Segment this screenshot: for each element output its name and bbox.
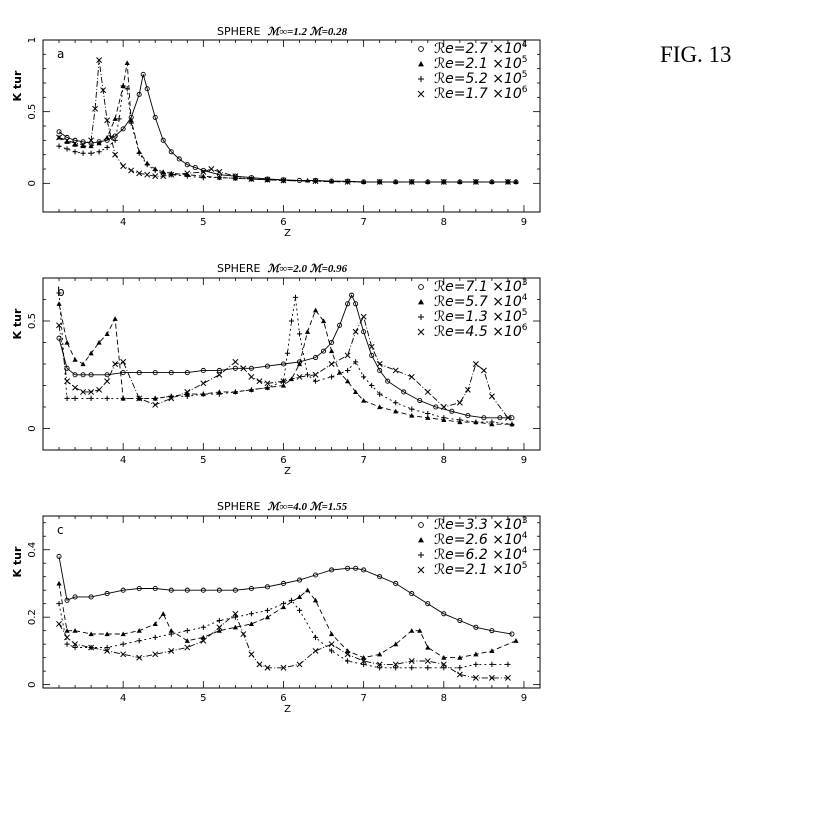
panel-a-series-3-point	[97, 149, 102, 154]
panel-b-series-4-point	[457, 400, 462, 405]
panel-b-series-4-point	[361, 314, 366, 319]
panel-c-letter: c	[57, 523, 64, 537]
panel-c-legend-exponent-3: 4	[521, 546, 528, 556]
panel-a-series-3-point	[153, 168, 158, 173]
panel-c-legend-marker-1	[419, 523, 424, 528]
panel-c-y-tick-label: 0.2	[27, 609, 38, 626]
panel-b-legend-exponent-2: 4	[521, 293, 528, 303]
panel-a-letter: a	[57, 47, 65, 61]
panel-c-title-mach: ℳ∞=4.0 ℳ=1.55	[267, 501, 348, 513]
panel-a-legend-exponent-1: 4	[521, 40, 528, 50]
panel-c-legend-marker-3	[418, 552, 424, 558]
panel-b-series-3-point	[369, 383, 374, 388]
panel-a-series-4-point	[129, 168, 134, 173]
panel-b-series-2-point	[64, 340, 69, 345]
panel-b-series-4-point	[257, 379, 262, 384]
panel-c-series-4-point	[313, 648, 318, 653]
panel-a-x-tick-label: 4	[119, 217, 127, 228]
panel-c-series-2-point	[409, 628, 414, 633]
panel-c-series-3-point	[425, 665, 430, 670]
panel-c-y-tick-label: 0	[27, 681, 38, 688]
panel-c-x-axis-label: Z	[284, 704, 291, 715]
panel-c-series-3-point	[56, 601, 61, 606]
panel-a-legend-marker-3	[418, 76, 424, 82]
panel-b-title-prefix: SPHERE	[217, 262, 261, 275]
panel-b-series-3-point	[64, 396, 69, 401]
panel-a-y-tick-label: 0.5	[27, 103, 38, 120]
panel-a-title-mach: ℳ∞=1.2 ℳ=0.28	[267, 26, 348, 38]
panel-b-x-tick-label: 4	[119, 455, 127, 466]
panel-b-series-2-point	[113, 316, 118, 321]
panel-b-series-4-point	[425, 389, 430, 394]
panel-b-series-3-point	[305, 372, 310, 377]
panel-a-series-4-point	[121, 164, 126, 169]
panel-a-x-tick-label: 9	[520, 217, 528, 228]
panel-b-x-axis-label: Z	[284, 466, 291, 477]
panel-b-series-4-point	[249, 374, 254, 379]
panel-b-legend-exponent-1: 3	[521, 278, 528, 288]
panel-c-x-tick-label: 8	[440, 693, 447, 704]
panel-b-series-2-point	[313, 308, 318, 313]
panel-b-x-tick-label: 6	[280, 455, 287, 466]
panel-b-series-4-point	[72, 385, 77, 390]
panel-c-series-3-point	[249, 611, 254, 616]
panel-a-x-tick-label: 8	[440, 217, 447, 228]
panel-c-legend-exponent-1: 3	[521, 516, 528, 526]
panel-b-series-3-point	[313, 379, 318, 384]
panel-c-legend-marker-2	[418, 537, 424, 542]
panel-c-x-tick-label: 5	[200, 693, 207, 704]
panel-c-series-3-point	[505, 662, 510, 667]
panel-c-series-2-line	[59, 584, 516, 658]
panel-b-legend-label-4: ℛe=4.5 $\times 10^6$	[434, 323, 528, 340]
panel-a-series-3-point	[56, 143, 61, 148]
panel-c-series-3-point	[201, 625, 206, 630]
panel-b-letter: b	[57, 285, 65, 299]
panel-c-series-4-point	[249, 652, 254, 657]
panel-b-series-3-point	[289, 318, 294, 323]
panel-c-series-4-point	[185, 645, 190, 650]
panel-a-y-tick-label: 1	[27, 36, 38, 44]
panel-b-series-4-point	[105, 379, 110, 384]
panel-b-series-3-point	[345, 368, 350, 373]
panel-c-series-3-point	[489, 662, 494, 667]
panel-c-series-3-point	[153, 635, 158, 640]
panel-c-legend-label-2: ℛe=2.6 $\times 10^4$	[434, 531, 528, 548]
panel-b-series-4-point	[233, 359, 238, 364]
panel-a-legend-marker-1	[419, 47, 424, 52]
panel-c	[11, 516, 540, 715]
panel-b-series-4-point	[465, 387, 470, 392]
panel-a-title-prefix: SPHERE	[217, 25, 261, 38]
panel-b-series-2-point	[377, 404, 382, 409]
panel-c-series-3-point	[281, 601, 286, 606]
panel-a-series-4-point	[145, 172, 150, 177]
panel-a-legend-marker-2	[418, 61, 424, 66]
panel-b-series-3-point	[105, 396, 110, 401]
panel-b-series-3-point	[72, 396, 77, 401]
panel-a-series-3-point	[64, 146, 69, 151]
panel-c-series-2-point	[377, 652, 382, 657]
panel-a-series-3-point	[88, 151, 93, 156]
panel-b-legend-label-2: ℛe=5.7 $\times 10^4$	[434, 293, 528, 310]
panel-c-series-2-point	[265, 615, 270, 620]
panel-b-series-4-point	[345, 353, 350, 358]
panel-b-y-axis-label: K tur	[11, 308, 24, 340]
panel-b-series-4-point	[377, 361, 382, 366]
panel-b-series-3-point	[293, 295, 298, 300]
panel-c-series-4-point	[64, 635, 69, 640]
panel-b-series-3-point	[409, 407, 414, 412]
panel-c-title-prefix: SPHERE	[217, 500, 261, 513]
panel-b-y-tick-label: 0.5	[27, 313, 38, 329]
panel-c-series-4-point	[257, 662, 262, 667]
panel-b-legend-label-3: ℛe=1.3 $\times 10^5$	[434, 308, 528, 325]
panel-b-series-4-point	[153, 402, 158, 407]
panel-b-series-2-point	[305, 329, 310, 334]
panel-b-series-2-point	[329, 349, 334, 354]
panel-a-x-tick-label: 7	[360, 217, 367, 228]
panel-c-series-3-point	[297, 608, 302, 613]
panel-a-series-3-point	[145, 162, 150, 167]
panel-a-legend-exponent-3: 5	[521, 70, 528, 80]
panel-c-series-3-point	[64, 642, 69, 647]
panel-b-series-4-point	[473, 361, 478, 366]
panel-b-legend-exponent-4: 6	[521, 323, 528, 333]
panel-a-x-axis-label: Z	[284, 228, 291, 239]
panel-b-series-2-point	[72, 357, 77, 362]
panel-c-y-axis-label: K tur	[11, 546, 24, 578]
panel-b-series-4-point	[393, 368, 398, 373]
panel-a	[11, 37, 540, 239]
panel-c-series-3-point	[217, 618, 222, 623]
panel-a-x-tick-label: 6	[280, 217, 287, 228]
panel-a-series-4-point	[209, 166, 214, 171]
panel-c-series-2-point	[249, 621, 254, 626]
panel-c-series-3-point	[185, 628, 190, 633]
panel-c-series-2	[56, 581, 518, 660]
panel-c-series-4-point	[241, 631, 246, 636]
panel-c-series-2-point	[489, 648, 494, 653]
panel-a-legend-exponent-4: 6	[521, 85, 528, 95]
panel-a-legend-marker-4	[418, 91, 424, 97]
panel-b-series-3-point	[88, 396, 93, 401]
panel-a-y-axis-label: K tur	[11, 70, 24, 102]
panel-c-series-4	[56, 611, 510, 680]
panel-c-legend-marker-4	[418, 567, 424, 573]
panel-b-series-4-point	[64, 379, 69, 384]
panel-a-legend-label-2: ℛe=2.1 $\times 10^5$	[434, 55, 528, 72]
panel-c-legend-label-1: ℛe=3.3 $\times 10^3$	[434, 516, 528, 533]
panel-b-series-2-point	[361, 398, 366, 403]
panel-c-series-4-point	[425, 658, 430, 663]
panel-b-series-4-point	[201, 381, 206, 386]
panel-a-series-3-point	[105, 145, 110, 150]
panel-b-series-2-point	[80, 361, 85, 366]
panel-c-series-3-line	[59, 600, 508, 668]
panel-b-series-3-point	[361, 374, 366, 379]
panel-b-series-4-point	[329, 361, 334, 366]
panel-b-series-2-point	[105, 331, 110, 336]
panel-b-series-3-point	[329, 374, 334, 379]
panel-b-legend-label-1: ℛe=7.1 $\times 10^3$	[434, 278, 528, 295]
panel-c-series-4-point	[153, 652, 158, 657]
panel-a-series-4-point	[217, 169, 222, 174]
panel-c-legend-exponent-2: 4	[521, 531, 528, 541]
panel-b-series-4-point	[409, 374, 414, 379]
panel-b-legend-exponent-3: 5	[521, 308, 528, 318]
panel-c-legend-label-4: ℛe=2.1 $\times 10^5$	[434, 561, 528, 578]
panel-b-y-tick-label: 0	[27, 425, 38, 432]
panel-b-series-3-point	[297, 331, 302, 336]
panel-b-x-tick-label: 5	[200, 455, 207, 466]
panel-a-series-4-point	[113, 152, 118, 157]
panel-c-series-3-point	[313, 635, 318, 640]
panel-a-series-2-point	[125, 60, 130, 65]
panel-b-series-2-point	[56, 301, 61, 306]
panel-c-y-tick-label: 0.4	[27, 541, 38, 558]
panel-c-series-3-point	[345, 658, 350, 663]
panel-c-series-2-point	[329, 631, 334, 636]
panel-c-series-4-point	[297, 662, 302, 667]
panel-c-series-3-point	[409, 665, 414, 670]
panel-c-series-3-point	[457, 665, 462, 670]
figure-label: FIG. 13	[660, 42, 732, 67]
panel-a-series-3-point	[137, 151, 142, 156]
panel-b-series-4-point	[353, 329, 358, 334]
panel-a-series-3-point	[80, 151, 85, 156]
panel-c-series-3-point	[473, 662, 478, 667]
panel-b-legend-marker-3	[418, 314, 424, 320]
panel-c-legend-exponent-4: 5	[521, 561, 528, 571]
panel-b-title-mach: ℳ∞=2.0 ℳ=0.96	[267, 263, 348, 275]
panel-b-series-4-point	[489, 394, 494, 399]
panel-b-legend-marker-2	[418, 299, 424, 304]
panel-c-series-3-point	[137, 638, 142, 643]
panel-a-x-tick-label: 5	[200, 217, 207, 228]
panel-c-series-2-point	[185, 638, 190, 643]
panel-c-series-2-point	[161, 611, 166, 616]
panel-c-series-4-point	[329, 642, 334, 647]
panel-c-x-tick-label: 9	[520, 693, 528, 704]
panel-c-x-tick-label: 6	[280, 693, 287, 704]
panel-c-series-2-point	[305, 588, 310, 593]
panel-b-series-4-point	[113, 361, 118, 366]
panel-c-x-tick-label: 7	[360, 693, 367, 704]
panel-b-x-tick-label: 8	[440, 455, 447, 466]
panel-b-series-4-point	[97, 387, 102, 392]
panel-b-series-3-point	[393, 400, 398, 405]
panel-b-series-4-point	[481, 368, 486, 373]
panel-a-series-3-point	[72, 149, 77, 154]
panel-b-series-3-point	[285, 351, 290, 356]
panel-c-series-2-point	[425, 645, 430, 650]
panel-a-legend-label-3: ℛe=5.2 $\times 10^5$	[434, 70, 528, 87]
panel-a-y-tick-label: 0	[27, 180, 38, 187]
panel-b-x-tick-label: 7	[360, 455, 367, 466]
panel-c-series-3-point	[121, 642, 126, 647]
panel-c-legend-label-3: ℛe=6.2 $\times 10^4$	[434, 546, 528, 563]
panel-b-series-4-point	[121, 359, 126, 364]
panel-b-x-tick-label: 9	[520, 455, 528, 466]
panel-a-legend-exponent-2: 5	[521, 55, 528, 65]
panel-c-series-2-point	[56, 581, 61, 586]
panel-b	[11, 278, 540, 477]
panel-a-legend-label-1: ℛe=2.7 $\times 10^4$	[434, 40, 528, 57]
panel-a-legend-label-4: ℛe=1.7 $\times 10^6$	[434, 85, 528, 102]
panel-b-series-3-point	[425, 411, 430, 416]
panel-c-x-tick-label: 4	[119, 693, 127, 704]
panel-c-series-4-point	[56, 621, 61, 626]
panel-c-series-3-point	[265, 608, 270, 613]
panel-b-legend-marker-4	[418, 329, 424, 335]
panel-c-series-2-point	[72, 628, 77, 633]
panel-b-legend-marker-1	[419, 285, 424, 290]
panel-c-series-2-point	[513, 638, 518, 643]
